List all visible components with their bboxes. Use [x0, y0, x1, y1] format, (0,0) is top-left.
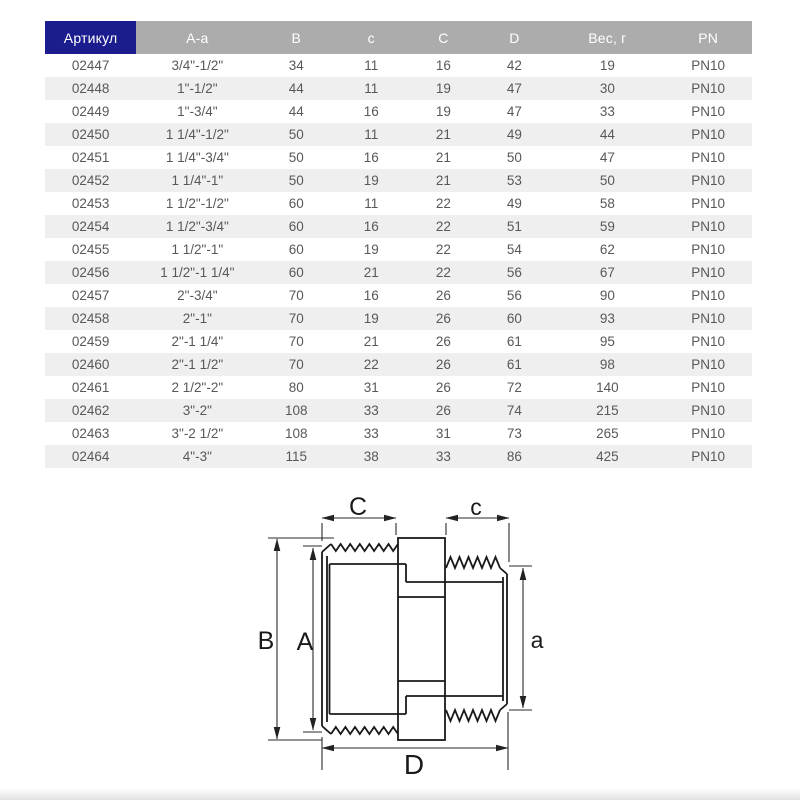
- value-cell: 50: [478, 146, 550, 169]
- value-cell: 44: [258, 100, 334, 123]
- value-cell: 62: [550, 238, 664, 261]
- value-cell: PN10: [664, 399, 752, 422]
- value-cell: 21: [334, 330, 408, 353]
- value-cell: 22: [408, 215, 478, 238]
- dimension-label-a-small: a: [530, 627, 544, 653]
- value-cell: 50: [258, 169, 334, 192]
- article-cell: 02449: [45, 100, 136, 123]
- article-cell: 02447: [45, 54, 136, 77]
- value-cell: PN10: [664, 284, 752, 307]
- value-cell: PN10: [664, 422, 752, 445]
- value-cell: 50: [258, 146, 334, 169]
- value-cell: 1 1/2"-1 1/4": [136, 261, 258, 284]
- value-cell: 2"-1 1/2": [136, 353, 258, 376]
- article-cell: 02461: [45, 376, 136, 399]
- table-row: [45, 307, 752, 330]
- column-header-weight: Вес, г: [550, 21, 664, 54]
- value-cell: 108: [258, 399, 334, 422]
- article-cell: 02463: [45, 422, 136, 445]
- table-row: [45, 215, 752, 238]
- value-cell: 49: [478, 123, 550, 146]
- column-header-c-small: c: [334, 21, 408, 54]
- table-row: [45, 169, 752, 192]
- value-cell: 31: [408, 422, 478, 445]
- value-cell: 50: [258, 123, 334, 146]
- value-cell: 1 1/2"-3/4": [136, 215, 258, 238]
- value-cell: 265: [550, 422, 664, 445]
- value-cell: 86: [478, 445, 550, 468]
- value-cell: PN10: [664, 307, 752, 330]
- value-cell: PN10: [664, 192, 752, 215]
- value-cell: 1"-3/4": [136, 100, 258, 123]
- thread-zigzag-bottom-right: [446, 710, 500, 721]
- table-row: [45, 54, 752, 77]
- value-cell: PN10: [664, 353, 752, 376]
- value-cell: 115: [258, 445, 334, 468]
- dimension-label-b: B: [257, 627, 275, 655]
- value-cell: 16: [408, 54, 478, 77]
- value-cell: PN10: [664, 215, 752, 238]
- value-cell: 47: [550, 146, 664, 169]
- dimension-label-d: D: [403, 749, 425, 780]
- article-cell: 02454: [45, 215, 136, 238]
- value-cell: 56: [478, 261, 550, 284]
- value-cell: 19: [408, 100, 478, 123]
- value-cell: 38: [334, 445, 408, 468]
- value-cell: 26: [408, 376, 478, 399]
- article-cell: 02457: [45, 284, 136, 307]
- value-cell: 26: [408, 284, 478, 307]
- thread-zigzag-top-left: [331, 544, 398, 551]
- value-cell: 70: [258, 353, 334, 376]
- value-cell: 56: [478, 284, 550, 307]
- table-row: [45, 422, 752, 445]
- value-cell: 30: [550, 77, 664, 100]
- article-cell: 02453: [45, 192, 136, 215]
- value-cell: 140: [550, 376, 664, 399]
- table-row: [45, 261, 752, 284]
- value-cell: PN10: [664, 123, 752, 146]
- value-cell: 90: [550, 284, 664, 307]
- value-cell: 50: [550, 169, 664, 192]
- value-cell: 1 1/2"-1": [136, 238, 258, 261]
- value-cell: PN10: [664, 445, 752, 468]
- value-cell: 98: [550, 353, 664, 376]
- table-body: [45, 54, 752, 468]
- value-cell: 33: [334, 399, 408, 422]
- thread-zigzag-top-right: [446, 557, 500, 568]
- value-cell: 22: [408, 192, 478, 215]
- table-row: [45, 123, 752, 146]
- value-cell: 11: [334, 54, 408, 77]
- value-cell: 26: [408, 330, 478, 353]
- value-cell: 72: [478, 376, 550, 399]
- value-cell: 3/4"-1/2": [136, 54, 258, 77]
- column-header-pn: PN: [664, 21, 752, 54]
- table-header-row: [45, 21, 752, 54]
- value-cell: 60: [258, 261, 334, 284]
- value-cell: 44: [258, 77, 334, 100]
- value-cell: 47: [478, 100, 550, 123]
- table-row: [45, 100, 752, 123]
- table-row: [45, 284, 752, 307]
- value-cell: 19: [334, 238, 408, 261]
- value-cell: PN10: [664, 77, 752, 100]
- table-row: [45, 146, 752, 169]
- value-cell: 1 1/4"-3/4": [136, 146, 258, 169]
- value-cell: 21: [408, 123, 478, 146]
- article-cell: 02450: [45, 123, 136, 146]
- dimension-label-c-small: c: [470, 494, 482, 520]
- article-cell: 02455: [45, 238, 136, 261]
- value-cell: PN10: [664, 261, 752, 284]
- value-cell: 1 1/2"-1/2": [136, 192, 258, 215]
- column-header-article: Артикул: [45, 21, 136, 54]
- dimension-label-a-big: A: [296, 628, 314, 656]
- table-row: [45, 376, 752, 399]
- value-cell: 33: [550, 100, 664, 123]
- value-cell: 59: [550, 215, 664, 238]
- value-cell: 2"-3/4": [136, 284, 258, 307]
- value-cell: 16: [334, 284, 408, 307]
- value-cell: 74: [478, 399, 550, 422]
- value-cell: 21: [408, 146, 478, 169]
- value-cell: PN10: [664, 100, 752, 123]
- column-header-c-big: C: [408, 21, 478, 54]
- value-cell: 16: [334, 146, 408, 169]
- value-cell: 19: [334, 307, 408, 330]
- article-cell: 02458: [45, 307, 136, 330]
- value-cell: 19: [408, 77, 478, 100]
- table-row: [45, 238, 752, 261]
- table-row: [45, 77, 752, 100]
- dimension-label-c-big: C: [348, 493, 368, 521]
- value-cell: 80: [258, 376, 334, 399]
- value-cell: 33: [334, 422, 408, 445]
- value-cell: 11: [334, 123, 408, 146]
- article-cell: 02448: [45, 77, 136, 100]
- article-cell: 02452: [45, 169, 136, 192]
- article-cell: 02464: [45, 445, 136, 468]
- value-cell: 16: [334, 100, 408, 123]
- thread-zigzag-bottom-left: [331, 727, 398, 734]
- article-cell: 02460: [45, 353, 136, 376]
- table-row: [45, 445, 752, 468]
- value-cell: 22: [408, 238, 478, 261]
- value-cell: 58: [550, 192, 664, 215]
- dimension-labels: [258, 493, 544, 780]
- value-cell: PN10: [664, 376, 752, 399]
- table-row: [45, 399, 752, 422]
- value-cell: 2"-1 1/4": [136, 330, 258, 353]
- value-cell: 60: [258, 238, 334, 261]
- value-cell: 70: [258, 284, 334, 307]
- value-cell: 21: [334, 261, 408, 284]
- value-cell: 22: [334, 353, 408, 376]
- value-cell: 42: [478, 54, 550, 77]
- value-cell: 60: [258, 215, 334, 238]
- value-cell: 19: [334, 169, 408, 192]
- value-cell: 53: [478, 169, 550, 192]
- article-cell: 02456: [45, 261, 136, 284]
- value-cell: 2"-1": [136, 307, 258, 330]
- table-row: [45, 192, 752, 215]
- value-cell: 1 1/4"-1": [136, 169, 258, 192]
- value-cell: 61: [478, 330, 550, 353]
- value-cell: 51: [478, 215, 550, 238]
- column-header-b: B: [258, 21, 334, 54]
- value-cell: 1 1/4"-1/2": [136, 123, 258, 146]
- value-cell: 215: [550, 399, 664, 422]
- column-header-d: D: [478, 21, 550, 54]
- value-cell: 61: [478, 353, 550, 376]
- table-row: [45, 330, 752, 353]
- value-cell: PN10: [664, 54, 752, 77]
- value-cell: 70: [258, 307, 334, 330]
- value-cell: 21: [408, 169, 478, 192]
- spec-table: [45, 21, 752, 468]
- value-cell: 60: [478, 307, 550, 330]
- value-cell: 26: [408, 353, 478, 376]
- article-cell: 02451: [45, 146, 136, 169]
- value-cell: 16: [334, 215, 408, 238]
- value-cell: 11: [334, 192, 408, 215]
- fitting-diagram: [250, 490, 550, 790]
- value-cell: 67: [550, 261, 664, 284]
- value-cell: 93: [550, 307, 664, 330]
- value-cell: 54: [478, 238, 550, 261]
- value-cell: 33: [408, 445, 478, 468]
- value-cell: PN10: [664, 330, 752, 353]
- value-cell: 31: [334, 376, 408, 399]
- value-cell: PN10: [664, 146, 752, 169]
- value-cell: 108: [258, 422, 334, 445]
- value-cell: 70: [258, 330, 334, 353]
- value-cell: 60: [258, 192, 334, 215]
- value-cell: 95: [550, 330, 664, 353]
- value-cell: 34: [258, 54, 334, 77]
- value-cell: 26: [408, 399, 478, 422]
- value-cell: 47: [478, 77, 550, 100]
- value-cell: 22: [408, 261, 478, 284]
- value-cell: 3"-2": [136, 399, 258, 422]
- value-cell: 26: [408, 307, 478, 330]
- value-cell: PN10: [664, 238, 752, 261]
- value-cell: 4"-3": [136, 445, 258, 468]
- column-header-size: A-a: [136, 21, 258, 54]
- value-cell: PN10: [664, 169, 752, 192]
- value-cell: 49: [478, 192, 550, 215]
- value-cell: 19: [550, 54, 664, 77]
- union-body: [398, 538, 445, 740]
- value-cell: 73: [478, 422, 550, 445]
- value-cell: 1"-1/2": [136, 77, 258, 100]
- value-cell: 425: [550, 445, 664, 468]
- article-cell: 02459: [45, 330, 136, 353]
- value-cell: 11: [334, 77, 408, 100]
- value-cell: 44: [550, 123, 664, 146]
- table-row: [45, 353, 752, 376]
- fitting-outline: [322, 538, 507, 740]
- value-cell: 2 1/2"-2": [136, 376, 258, 399]
- value-cell: 3"-2 1/2": [136, 422, 258, 445]
- article-cell: 02462: [45, 399, 136, 422]
